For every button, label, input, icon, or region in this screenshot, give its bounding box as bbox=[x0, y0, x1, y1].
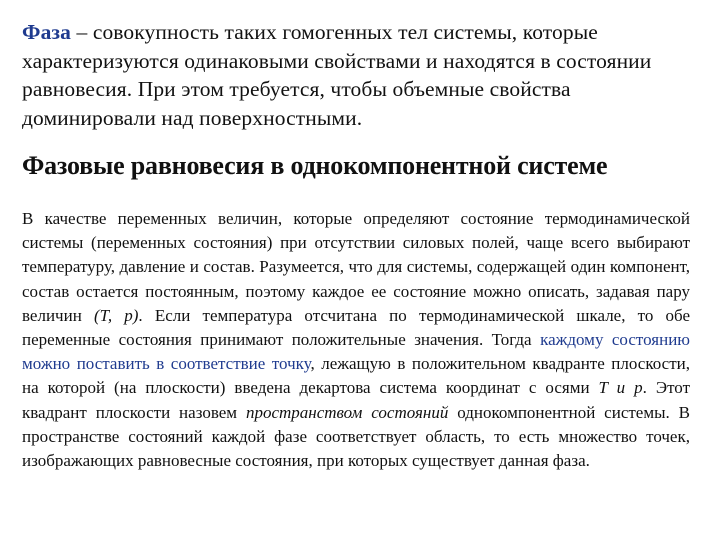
axis-p: p bbox=[634, 378, 643, 398]
axis-conjunction: и bbox=[607, 378, 635, 398]
body-text-part4: . Этот квадрант плоскости назовем bbox=[22, 378, 690, 422]
phase-definition bbox=[22, 18, 702, 132]
state-point-link[interactable]: каждому состоянию можно поставить в соответствие точку bbox=[22, 330, 690, 374]
state-space-term: пространством состояний bbox=[245, 402, 449, 422]
axis-t: T bbox=[598, 378, 608, 398]
variable-pair: (T, p) bbox=[93, 305, 139, 325]
body-paragraph bbox=[22, 207, 690, 473]
phase-term: Фаза bbox=[22, 20, 72, 44]
phase-definition-text: – совокупность таких гомогенных тел системы, которые характеризуются одинаковыми свойствами и находятся в состоянии равновесия. При этом требуется, чтобы объемные свойства доминировали над поверхностными. bbox=[22, 20, 652, 130]
body-text-part1: В качестве переменных величин, которые определяют состояние термодинамической системы (переменных состояния) при отсутствии силовых полей, чаще всего выбирают температуру, давление и состав. Разумеется, что для системы, содержащей один компонент, состав остается постоянным, поэтому каждое ее состояние можно описать, задавая пару величин bbox=[22, 209, 690, 325]
body-text-part2: . Если температура отсчитана по термодинамической шкале, то обе переменные состояния принимают положительные значения. Тогда bbox=[22, 305, 690, 350]
section-heading: Фазовые равновесия в однокомпонентной системе bbox=[22, 151, 608, 180]
body-text-part3: , лежащую в положительном квадранте плоскости, на которой (на плоскости) введена декартова система координат с осями bbox=[22, 354, 690, 398]
body-text-part5: однокомпонентной системы. В пространстве состояний каждой фазе соответствует область, то есть множество точек, изображающих равновесные состояния, при которых существует данная фаза. bbox=[22, 402, 691, 471]
